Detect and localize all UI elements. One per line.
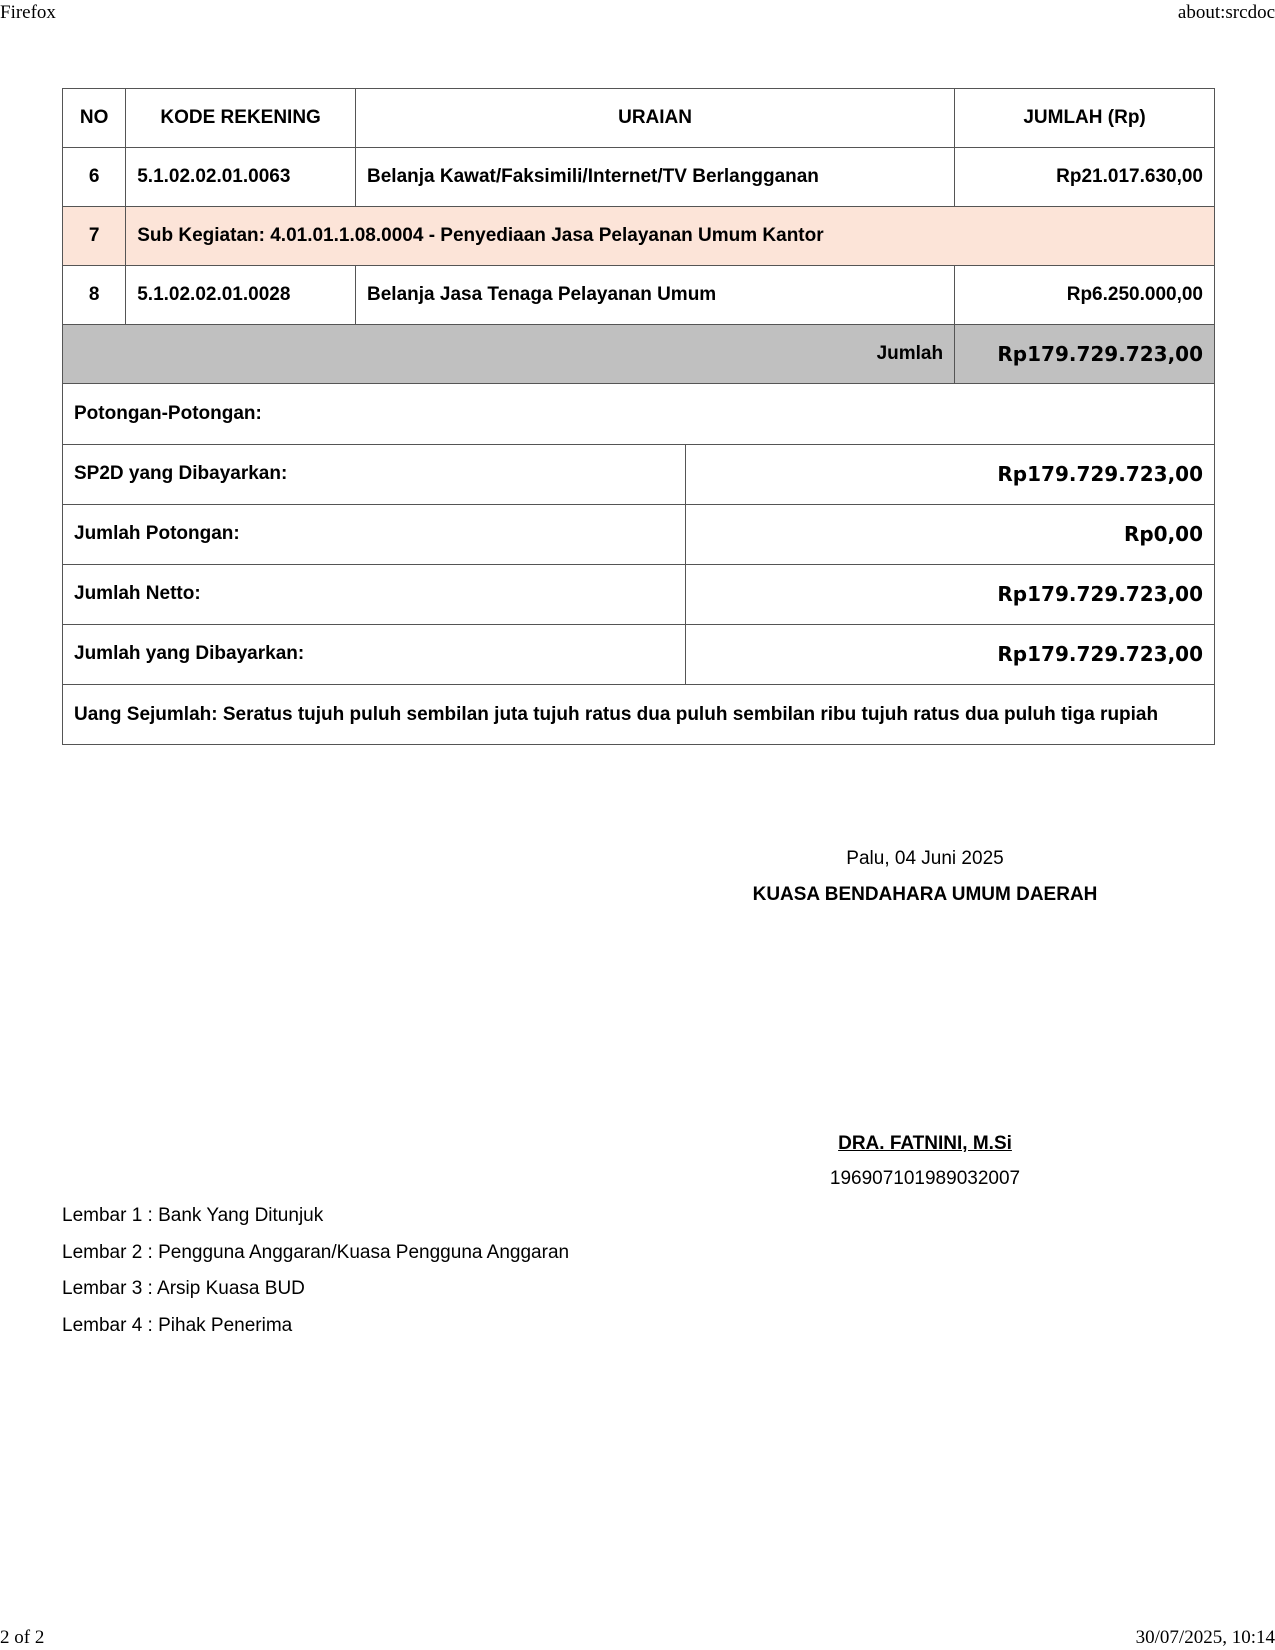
- netto-row: [63, 564, 1215, 624]
- row-kode-rekening: 5.1.02.02.01.0028: [126, 266, 356, 325]
- table-row: [63, 266, 1215, 325]
- header-kode-rekening: KODE REKENING: [126, 89, 356, 148]
- browser-footer-page: 2 of 2: [0, 1627, 45, 1648]
- row-kode-rekening: 5.1.02.02.01.0063: [126, 148, 356, 207]
- list-item: Lembar 4 : Pihak Penerima: [62, 1314, 293, 1336]
- lembar-list: [62, 1205, 569, 1351]
- browser-header-left: Firefox: [0, 2, 56, 23]
- potongan-row: [63, 384, 1215, 444]
- place-date: Palu, 04 Juni 2025: [846, 848, 1004, 869]
- total-label: Jumlah: [63, 325, 955, 384]
- rekening-table: [62, 88, 1215, 384]
- netto-label: Jumlah Netto:: [63, 564, 686, 624]
- jumlah-potongan-value: Rp0,00: [686, 504, 1215, 564]
- jumlah-potongan-row: [63, 504, 1215, 564]
- total-value: Rp179.729.723,00: [955, 325, 1215, 384]
- dibayarkan-row: [63, 624, 1215, 684]
- row-no: 6: [63, 148, 126, 207]
- list-item: Lembar 3 : Arsip Kuasa BUD: [62, 1278, 305, 1299]
- summary-table: [62, 384, 1215, 745]
- list-item: Lembar 1 : Bank Yang Ditunjuk: [62, 1205, 324, 1226]
- table-row: [63, 148, 1215, 207]
- table-header-row: [63, 89, 1215, 148]
- row-no: 8: [63, 266, 126, 325]
- potongan-label: Potongan-Potongan:: [63, 384, 1215, 444]
- sp2d-value: Rp179.729.723,00: [686, 444, 1215, 504]
- row-uraian: Belanja Kawat/Faksimili/Internet/TV Berlangganan: [356, 148, 955, 207]
- header-uraian: URAIAN: [356, 89, 955, 148]
- dibayarkan-value: Rp179.729.723,00: [686, 624, 1215, 684]
- sub-kegiatan-label: Sub Kegiatan: 4.01.01.1.08.0004 - Penyediaan Jasa Pelayanan Umum Kantor: [126, 207, 1215, 266]
- total-row: [63, 325, 1215, 384]
- jumlah-potongan-label: Jumlah Potongan:: [63, 504, 686, 564]
- signatory-nip: 196907101989032007: [829, 1168, 1021, 1189]
- header-no: NO: [63, 89, 126, 148]
- sp2d-row: [63, 444, 1215, 504]
- list-item: Lembar 2 : Pengguna Anggaran/Kuasa Pengguna Anggaran: [62, 1241, 570, 1263]
- sub-kegiatan-row: [63, 207, 1215, 266]
- signatory-title: KUASA BENDAHARA UMUM DAERAH: [752, 884, 1098, 905]
- netto-value: Rp179.729.723,00: [686, 564, 1215, 624]
- uang-sejumlah-row: [63, 684, 1215, 744]
- sp2d-label: SP2D yang Dibayarkan:: [63, 444, 686, 504]
- dibayarkan-label: Jumlah yang Dibayarkan:: [63, 624, 686, 684]
- row-no: 7: [63, 207, 126, 266]
- signatory-name-wrap: [720, 1133, 1130, 1155]
- signatory-name: DRA. FATNINI, M.Si: [838, 1133, 1012, 1154]
- header-jumlah: JUMLAH (Rp): [955, 89, 1215, 148]
- row-jumlah: Rp6.250.000,00: [955, 266, 1215, 325]
- row-uraian: Belanja Jasa Tenaga Pelayanan Umum: [356, 266, 955, 325]
- browser-header-right: about:srcdoc: [1177, 2, 1275, 23]
- uang-sejumlah-text: Uang Sejumlah: Seratus tujuh puluh sembilan juta tujuh ratus dua puluh sembilan ribu tujuh ratus dua puluh tiga rupiah: [63, 684, 1215, 744]
- signature-block: [720, 848, 1130, 906]
- row-jumlah: Rp21.017.630,00: [955, 148, 1215, 207]
- browser-footer-datetime: 30/07/2025, 10:14: [1135, 1627, 1275, 1648]
